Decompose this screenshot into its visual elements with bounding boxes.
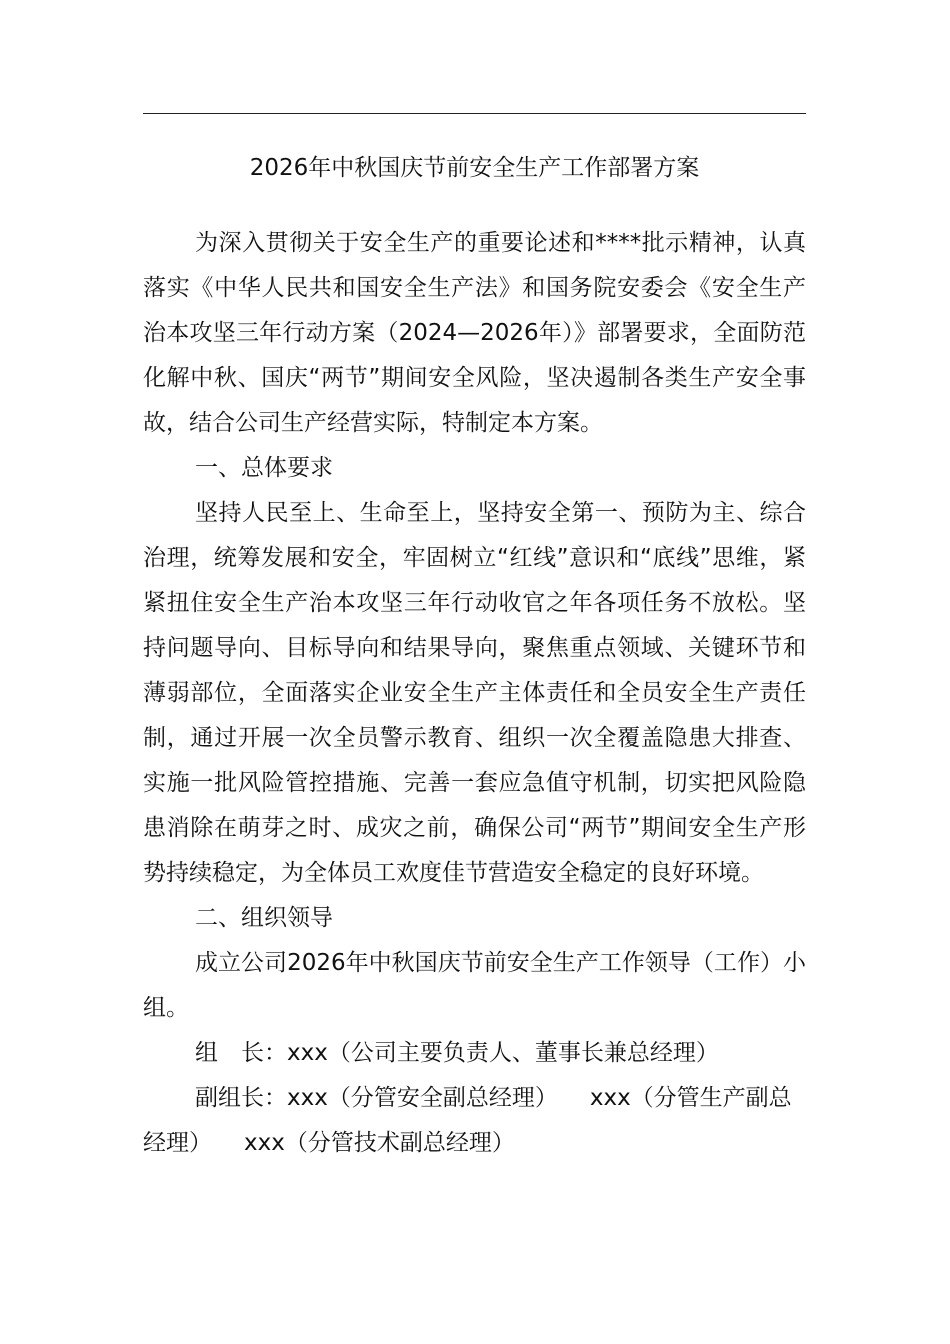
section-1-heading: 一、总体要求 xyxy=(195,455,333,481)
deputy-leader-3: xxx（分管技术副总经理） xyxy=(244,1130,515,1156)
deputy-leader-continued-line xyxy=(143,1121,806,1166)
deputy-leader-1: xxx（分管安全副总经理） xyxy=(287,1085,558,1111)
deputy-leader-2: xxx（分管生产副总 xyxy=(589,1085,792,1111)
header-rule xyxy=(143,113,806,114)
group-leader-value: xxx（公司主要负责人、董事长兼总经理） xyxy=(287,1040,719,1066)
section-2-heading: 二、组织领导 xyxy=(195,905,333,931)
section-1-paragraph: 坚持人民至上、生命至上，坚持安全第一、预防为主、综合治理，统筹发展和安全，牢固树立“红线”意识和“底线”思维，紧紧扭住安全生产治本攻坚三年行动收官之年各项任务不放松。坚持问题导向、目标导向和结果导向，聚焦重点领域、关键环节和薄弱部位，全面落实企业安全生产主体责任和全员安全生产责任制，通过开展一次全员警示教育、组织一次全覆盖隐患大排查、实施一批风险管控措施、完善一套应急值守机制，切实把风险隐患消除在萌芽之时、成灾之前，确保公司“两节”期间安全生产形势持续稳定，为全体员工欢度佳节营造安全稳定的良好环境。 xyxy=(143,500,806,886)
group-leader-label: 组 长： xyxy=(195,1040,287,1066)
deputy-leader-line xyxy=(143,1076,806,1121)
deputy-leader-label: 副组长： xyxy=(195,1085,287,1111)
intro-paragraph: 为深入贯彻关于安全生产的重要论述和****批示精神，认真落实《中华人民共和国安全生产法》和国务院安委会《安全生产治本攻坚三年行动方案（2024—2026年）》部署要求，全面防范化解中秋、国庆“两节”期间安全风险，坚决遏制各类生产安全事故，结合公司生产经营实际，特制定本方案。 xyxy=(143,230,806,436)
group-leader-line xyxy=(143,1031,806,1076)
document-title: 2026年中秋国庆节前安全生产工作部署方案 xyxy=(249,155,700,181)
deputy-leader-2-continued: 经理） xyxy=(143,1130,212,1156)
section-2-paragraph: 成立公司2026年中秋国庆节前安全生产工作领导（工作）小组。 xyxy=(143,950,806,1021)
document-body xyxy=(143,221,806,1166)
